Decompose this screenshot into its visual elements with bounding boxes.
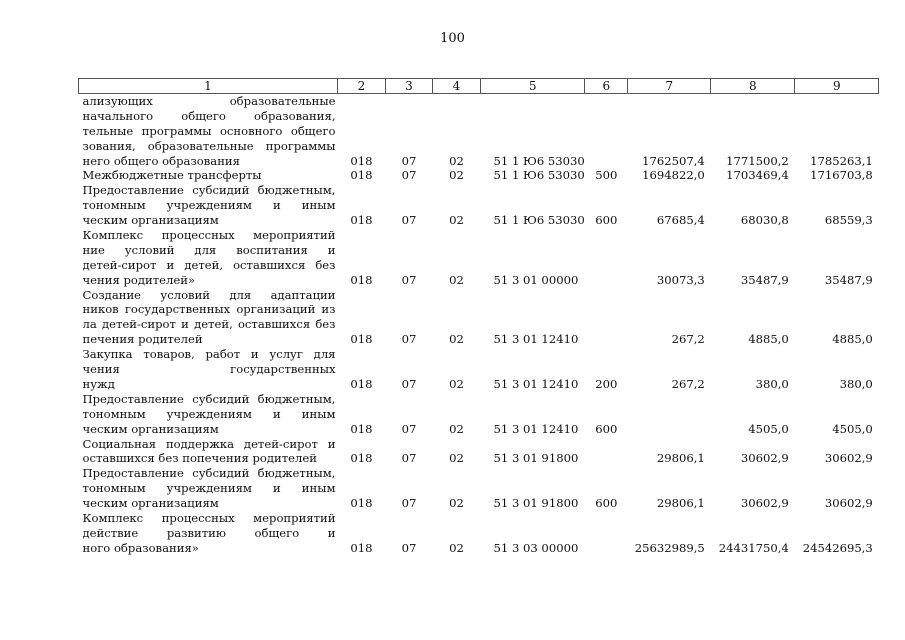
amount-col-9: 1785263,1 xyxy=(810,153,873,168)
page-number: 100 xyxy=(440,31,465,46)
row-description xyxy=(79,183,338,228)
subsection-code: 02 xyxy=(449,272,464,287)
row-description xyxy=(79,168,338,183)
ministry-code: 018 xyxy=(350,496,373,511)
row-description xyxy=(79,511,338,556)
description-line: Социальная поддержка детей-сирот и xyxy=(82,436,336,451)
description-line: Закупка товаров, работ и услуг для xyxy=(82,347,336,362)
amount-col-7: 29806,1 xyxy=(656,496,705,511)
description-line: тельные программы основного общего xyxy=(82,123,336,138)
description-line: него общего образования xyxy=(82,153,240,168)
amount-col-7: 1762507,4 xyxy=(642,153,705,168)
expense-type-code xyxy=(585,511,628,556)
description-line: тономным учреждениям и иным xyxy=(82,481,336,496)
section-code: 07 xyxy=(401,421,417,436)
column-header-1: 1 xyxy=(79,79,338,94)
expense-type-code: 600 xyxy=(595,496,618,511)
amount-col-8: 1703469,4 xyxy=(726,168,789,183)
amount-col-7 xyxy=(628,392,711,437)
row-description xyxy=(79,228,338,288)
expense-type-code: 200 xyxy=(595,376,618,391)
table-row xyxy=(79,288,879,348)
amount-col-7: 67685,4 xyxy=(656,213,705,228)
amount-col-9: 30602,9 xyxy=(824,451,873,466)
table-row xyxy=(79,466,879,511)
column-header-9: 9 xyxy=(795,79,879,94)
column-header-7: 7 xyxy=(628,79,711,94)
expense-type-code xyxy=(585,288,628,348)
expense-type-code xyxy=(585,228,628,288)
ministry-code: 018 xyxy=(350,451,373,466)
section-code: 07 xyxy=(401,376,417,391)
row-description xyxy=(79,288,338,348)
target-article-code: 51 1 Ю6 53030 xyxy=(493,213,585,228)
subsection-code: 02 xyxy=(449,213,464,228)
row-description xyxy=(79,347,338,392)
description-line: ческим организациям xyxy=(82,496,219,511)
expense-type-code: 600 xyxy=(595,421,618,436)
amount-col-9: 24542695,3 xyxy=(802,540,873,555)
amount-col-8: 68030,8 xyxy=(740,213,789,228)
description-line: начального общего образования, xyxy=(82,108,336,123)
section-code: 07 xyxy=(401,213,417,228)
table-row xyxy=(79,94,879,169)
target-article-code: 51 3 01 12410 xyxy=(493,332,579,347)
subsection-code: 02 xyxy=(449,168,464,183)
amount-col-7: 1694822,0 xyxy=(642,168,705,183)
description-line: ного образования» xyxy=(82,540,199,555)
target-article-code: 51 3 01 91800 xyxy=(493,451,579,466)
ministry-code: 018 xyxy=(350,213,373,228)
description-line: Комплекс процессных мероприятий xyxy=(82,510,336,525)
amount-col-9: 4505,0 xyxy=(832,421,873,436)
amount-col-8: 24431750,4 xyxy=(718,540,789,555)
description-line: Предоставление субсидий бюджетным, xyxy=(82,466,336,481)
column-header-2: 2 xyxy=(338,79,386,94)
description-line: ализующих образовательные xyxy=(82,94,336,108)
amount-col-8: 30602,9 xyxy=(740,496,789,511)
row-description xyxy=(79,94,338,169)
subsection-code: 02 xyxy=(449,451,464,466)
column-number-header xyxy=(79,79,879,94)
description-line: тономным учреждениям и иным xyxy=(82,198,336,213)
target-article-code: 51 1 Ю6 53030 xyxy=(493,153,585,168)
row-description xyxy=(79,392,338,437)
expense-type-code: 600 xyxy=(595,213,618,228)
description-line: Предоставление субсидий бюджетным, xyxy=(82,183,336,198)
target-article-code: 51 3 01 91800 xyxy=(493,496,579,511)
table-row xyxy=(79,347,879,392)
expense-type-code xyxy=(585,94,628,169)
section-code: 07 xyxy=(401,451,417,466)
ministry-code: 018 xyxy=(350,376,373,391)
table-row xyxy=(79,511,879,556)
description-line: ческим организациям xyxy=(82,213,219,228)
description-line: Создание условий для адаптации xyxy=(82,287,336,302)
section-code: 07 xyxy=(401,168,417,183)
description-line: Предоставление субсидий бюджетным, xyxy=(82,391,336,406)
amount-col-8: 35487,9 xyxy=(740,272,789,287)
ministry-code: 018 xyxy=(350,421,373,436)
amount-col-9: 30602,9 xyxy=(824,496,873,511)
section-code: 07 xyxy=(401,332,417,347)
amount-col-7: 267,2 xyxy=(671,376,705,391)
description-line: зования, образовательные программы xyxy=(82,138,336,153)
description-line: нужд xyxy=(82,376,115,391)
description-line: ние условий для воспитания и xyxy=(82,242,336,257)
amount-col-8: 30602,9 xyxy=(740,451,789,466)
column-header-5: 5 xyxy=(481,79,585,94)
column-header-6: 6 xyxy=(585,79,628,94)
table-body xyxy=(79,94,879,556)
amount-col-9: 1716703,8 xyxy=(810,168,873,183)
subsection-code: 02 xyxy=(449,421,464,436)
expense-type-code xyxy=(585,437,628,467)
description-line: Межбюджетные трансферты xyxy=(82,168,262,183)
description-line: оставшихся без попечения родителей xyxy=(82,451,317,466)
description-line: чения государственных xyxy=(82,362,336,377)
section-code: 07 xyxy=(401,496,417,511)
ministry-code: 018 xyxy=(350,332,373,347)
subsection-code: 02 xyxy=(449,153,464,168)
target-article-code: 51 3 01 00000 xyxy=(493,272,579,287)
table-row xyxy=(79,183,879,228)
amount-col-7: 267,2 xyxy=(671,332,705,347)
target-article-code: 51 3 03 00000 xyxy=(493,540,579,555)
ministry-code: 018 xyxy=(350,168,373,183)
row-description xyxy=(79,466,338,511)
column-header-4: 4 xyxy=(433,79,481,94)
amount-col-8: 1771500,2 xyxy=(726,153,789,168)
column-header-3: 3 xyxy=(386,79,433,94)
description-line: ников государственных организаций из xyxy=(82,302,336,317)
subsection-code: 02 xyxy=(449,496,464,511)
amount-col-8: 4505,0 xyxy=(748,421,789,436)
section-code: 07 xyxy=(401,153,417,168)
amount-col-9: 4885,0 xyxy=(832,332,873,347)
amount-col-9: 380,0 xyxy=(839,376,873,391)
target-article-code: 51 3 01 12410 xyxy=(493,421,579,436)
section-code: 07 xyxy=(401,540,417,555)
ministry-code: 018 xyxy=(350,153,373,168)
description-line: ла детей-сирот и детей, оставшихся без xyxy=(82,317,336,332)
amount-col-9: 68559,3 xyxy=(824,213,873,228)
ministry-code: 018 xyxy=(350,540,373,555)
description-line: печения родителей xyxy=(82,332,203,347)
amount-col-8: 380,0 xyxy=(755,376,789,391)
description-line: действие развитию общего и xyxy=(82,525,336,540)
description-line: ческим организациям xyxy=(82,421,219,436)
subsection-code: 02 xyxy=(449,376,464,391)
subsection-code: 02 xyxy=(449,540,464,555)
subsection-code: 02 xyxy=(449,332,464,347)
description-line: Комплекс процессных мероприятий xyxy=(82,228,336,243)
ministry-code: 018 xyxy=(350,272,373,287)
amount-col-7: 30073,3 xyxy=(656,272,705,287)
section-code: 07 xyxy=(401,272,417,287)
budget-table xyxy=(78,78,879,556)
column-header-8: 8 xyxy=(711,79,795,94)
expense-type-code: 500 xyxy=(595,168,618,183)
amount-col-7: 29806,1 xyxy=(656,451,705,466)
table-row xyxy=(79,228,879,288)
row-description xyxy=(79,437,338,467)
amount-col-8: 4885,0 xyxy=(748,332,789,347)
amount-col-9: 35487,9 xyxy=(824,272,873,287)
description-line: детей-сирот и детей, оставшихся без xyxy=(82,257,336,272)
target-article-code: 51 3 01 12410 xyxy=(493,376,579,391)
table-row xyxy=(79,392,879,437)
table-row xyxy=(79,437,879,467)
description-line: тономным учреждениям и иным xyxy=(82,406,336,421)
amount-col-7: 25632989,5 xyxy=(634,540,705,555)
table-row xyxy=(79,168,879,183)
target-article-code: 51 1 Ю6 53030 xyxy=(493,168,585,183)
description-line: чения родителей» xyxy=(82,272,196,287)
